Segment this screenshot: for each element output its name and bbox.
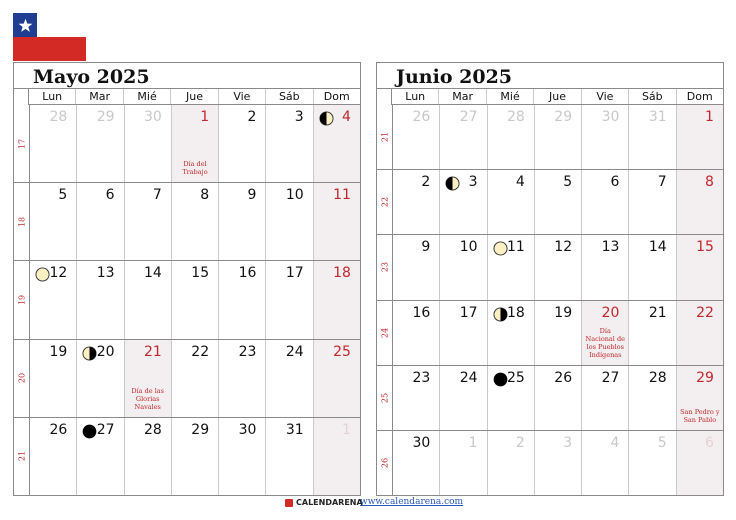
day-number: 11 [333, 187, 351, 204]
day-cell [171, 261, 218, 338]
day-number: 24 [285, 343, 304, 360]
week-number [377, 105, 393, 169]
day-number: 8 [705, 174, 714, 191]
day-number: 30 [412, 434, 431, 451]
day-cell [265, 418, 312, 495]
flag-canton [13, 13, 37, 37]
day-number: 4 [515, 174, 525, 191]
day-cell [487, 431, 534, 495]
brand-logo [285, 498, 363, 507]
day-number: 30 [238, 421, 257, 438]
week-number [377, 431, 393, 495]
day-cell [439, 105, 486, 169]
day-cell [393, 235, 439, 299]
day-number: 16 [238, 265, 257, 282]
month-title: Junio 2025 [377, 63, 723, 89]
new-moon-icon [493, 372, 508, 387]
day-cell [124, 340, 171, 417]
week-number-label: 23 [380, 262, 389, 273]
calendar-may [13, 62, 361, 496]
calendar-june [376, 62, 724, 496]
day-number: 18 [507, 304, 525, 321]
day-number: 22 [191, 343, 210, 360]
day-cell [171, 340, 218, 417]
day-number: 15 [191, 265, 210, 282]
day-cell [30, 418, 76, 495]
day-number: 29 [696, 369, 714, 386]
day-number: 27 [601, 369, 620, 386]
day-cell [439, 366, 486, 430]
day-number: 28 [49, 109, 68, 125]
week-number-label: 18 [17, 216, 26, 227]
week-number [377, 301, 393, 365]
day-number: 21 [144, 343, 162, 360]
day-number: 9 [247, 187, 257, 204]
day-number: 11 [507, 239, 525, 256]
day-cell [581, 235, 628, 299]
week-row [14, 339, 360, 417]
week-number [14, 183, 30, 260]
day-cell [487, 366, 534, 430]
day-cell [313, 183, 360, 260]
day-number: 6 [705, 434, 714, 451]
weekday-label: Lun [405, 90, 426, 103]
weekday-label: Vie [218, 89, 265, 104]
day-cell [171, 418, 218, 495]
brand-name: CALENDARENA [296, 498, 363, 507]
day-number: 5 [58, 187, 68, 204]
day-number: 19 [554, 304, 573, 321]
day-number: 2 [421, 174, 431, 191]
day-cell [76, 183, 123, 260]
week-number-label: 22 [380, 197, 389, 208]
day-cell [676, 366, 723, 430]
week-number [14, 340, 30, 417]
day-number: 7 [152, 187, 162, 204]
day-cell [581, 170, 628, 234]
day-number: 17 [285, 265, 304, 282]
day-number: 30 [144, 109, 162, 125]
day-number: 12 [49, 265, 68, 282]
day-cell [393, 366, 439, 430]
holiday-note: Día de las Glorias Navales [131, 386, 164, 411]
weekday-label: Sáb [265, 89, 312, 104]
weekday-label: Vie [581, 89, 628, 104]
day-cell [393, 170, 439, 234]
day-number: 3 [563, 434, 573, 451]
week-row [377, 105, 723, 169]
day-cell [76, 340, 123, 417]
week-number-label: 21 [17, 451, 26, 462]
weekday-label: Mié [123, 89, 170, 104]
day-number: 10 [459, 239, 478, 256]
day-number: 21 [648, 304, 667, 321]
week-number-label: 20 [17, 373, 26, 384]
day-number: 1 [200, 109, 210, 125]
week-number-label: 19 [17, 294, 26, 306]
flag-red-band [13, 37, 86, 61]
day-cell [487, 170, 534, 234]
day-number: 25 [333, 343, 351, 360]
day-number: 29 [191, 421, 210, 438]
day-number: 2 [515, 434, 525, 451]
weekday-header [29, 89, 360, 105]
day-number: 20 [601, 304, 620, 321]
day-cell [76, 105, 123, 182]
day-number: 29 [96, 109, 115, 125]
day-number: 27 [96, 421, 115, 438]
week-number [14, 418, 30, 495]
day-number: 31 [285, 421, 304, 438]
day-cell [676, 105, 723, 169]
weekday-header [392, 89, 723, 105]
day-cell [676, 301, 723, 365]
week-number [14, 105, 30, 182]
day-cell [534, 301, 581, 365]
week-row [14, 105, 360, 182]
week-row [377, 169, 723, 234]
day-cell [313, 340, 360, 417]
week-row [377, 300, 723, 365]
day-cell [487, 235, 534, 299]
week-number [14, 261, 30, 338]
day-number: 1 [705, 109, 714, 125]
last-quarter-moon-icon [445, 176, 460, 191]
weekday-label: Dom [676, 89, 723, 104]
day-number: 6 [105, 187, 115, 204]
day-cell [628, 105, 675, 169]
week-row [377, 234, 723, 299]
day-cell [313, 418, 360, 495]
day-number: 26 [412, 109, 431, 125]
first-quarter-moon-icon [493, 307, 508, 322]
week-number [377, 366, 393, 430]
first-quarter-moon-icon [82, 346, 97, 361]
last-quarter-moon-icon [319, 111, 334, 126]
day-cell [487, 301, 534, 365]
day-number: 25 [507, 369, 525, 386]
day-number: 13 [96, 265, 115, 282]
week-number-label: 25 [380, 392, 389, 403]
day-cell [676, 235, 723, 299]
holiday-note: Día Nacional de los Pueblos Indígenas [585, 326, 625, 359]
day-cell [628, 170, 675, 234]
day-number: 23 [412, 369, 431, 386]
day-number: 5 [657, 434, 667, 451]
day-cell [313, 105, 360, 182]
week-number-label: 21 [380, 131, 389, 143]
day-number: 22 [696, 304, 714, 321]
day-number: 20 [96, 343, 115, 360]
day-cell [439, 301, 486, 365]
day-cell [124, 183, 171, 260]
week-number-label: 17 [17, 138, 26, 149]
day-number: 14 [144, 265, 162, 282]
full-moon-icon [35, 267, 50, 282]
day-number: 19 [49, 343, 68, 360]
day-number: 18 [333, 265, 351, 282]
day-number: 12 [554, 239, 573, 256]
holiday-note: Día del Trabajo [182, 160, 208, 177]
day-cell [30, 340, 76, 417]
day-cell [124, 105, 171, 182]
day-number: 28 [648, 369, 667, 386]
day-cell [218, 105, 265, 182]
footer [0, 496, 736, 510]
day-cell [124, 261, 171, 338]
day-number: 13 [601, 239, 620, 256]
day-cell [218, 340, 265, 417]
day-cell [628, 301, 675, 365]
day-number: 17 [459, 304, 478, 321]
day-cell [265, 340, 312, 417]
flag-white-band [37, 13, 86, 37]
day-cell [439, 235, 486, 299]
week-row [14, 260, 360, 338]
day-number: 7 [657, 174, 667, 191]
weekday-label: Sáb [628, 89, 675, 104]
day-cell [534, 235, 581, 299]
holiday-note: San Pedro y San Pablo [680, 407, 720, 424]
new-moon-icon [82, 424, 97, 439]
day-cell [265, 105, 312, 182]
day-cell [171, 105, 218, 182]
day-number: 30 [601, 109, 620, 125]
week-number [377, 170, 393, 234]
day-cell [171, 183, 218, 260]
day-number: 28 [144, 421, 162, 438]
day-cell [534, 105, 581, 169]
day-cell [76, 418, 123, 495]
day-number: 2 [247, 109, 257, 125]
day-cell [124, 418, 171, 495]
day-number: 23 [238, 343, 257, 360]
month-title: Mayo 2025 [14, 63, 360, 89]
day-cell [218, 261, 265, 338]
day-cell [313, 261, 360, 338]
day-number: 4 [610, 434, 620, 451]
day-cell [393, 301, 439, 365]
day-number: 24 [459, 369, 478, 386]
day-number: 26 [49, 421, 68, 438]
day-cell [393, 105, 439, 169]
day-number: 1 [342, 421, 351, 438]
day-number: 27 [459, 109, 478, 125]
day-cell [439, 431, 486, 495]
month-grid [14, 105, 360, 495]
week-row [377, 365, 723, 430]
day-cell [676, 170, 723, 234]
day-cell [628, 235, 675, 299]
day-number: 29 [554, 109, 573, 125]
weekday-label: Jue [170, 89, 217, 104]
star-icon [18, 18, 33, 33]
weekday-label: Mar [75, 89, 122, 104]
day-number: 10 [285, 187, 304, 204]
day-cell [581, 366, 628, 430]
week-number-label: 26 [380, 457, 389, 469]
day-cell [581, 301, 628, 365]
day-cell [487, 105, 534, 169]
day-cell [76, 261, 123, 338]
day-number: 8 [200, 187, 210, 204]
day-cell [628, 431, 675, 495]
day-cell [218, 418, 265, 495]
day-number: 16 [412, 304, 431, 321]
weekday-label: Mar [438, 89, 485, 104]
day-cell [30, 183, 76, 260]
website-link[interactable]: www.calendarena.com [360, 497, 464, 507]
day-cell [676, 431, 723, 495]
weekday-label: Lun [42, 90, 63, 103]
weekday-label: Mié [486, 89, 533, 104]
week-row [377, 430, 723, 495]
week-row [14, 182, 360, 260]
full-moon-icon [493, 241, 508, 256]
day-cell [581, 105, 628, 169]
weekday-label: Jue [533, 89, 580, 104]
chile-flag [13, 13, 86, 61]
day-number: 3 [468, 174, 478, 191]
day-cell [218, 183, 265, 260]
day-number: 31 [648, 109, 667, 125]
week-row [14, 417, 360, 495]
day-number: 14 [648, 239, 667, 256]
week-number [377, 235, 393, 299]
day-cell [534, 170, 581, 234]
day-cell [265, 261, 312, 338]
month-grid [377, 105, 723, 495]
day-cell [30, 261, 76, 338]
day-number: 4 [342, 109, 351, 125]
weekday-label: Dom [313, 89, 360, 104]
day-number: 6 [610, 174, 620, 191]
day-cell [439, 170, 486, 234]
day-number: 1 [468, 434, 478, 451]
day-cell [534, 431, 581, 495]
day-cell [393, 431, 439, 495]
week-number-label: 24 [380, 327, 389, 338]
day-cell [265, 183, 312, 260]
day-number: 5 [563, 174, 573, 191]
day-number: 26 [554, 369, 573, 386]
day-cell [628, 366, 675, 430]
day-cell [30, 105, 76, 182]
day-cell [581, 431, 628, 495]
calendar-logo-icon [285, 499, 293, 507]
day-number: 28 [507, 109, 525, 125]
day-number: 9 [421, 239, 431, 256]
day-number: 3 [294, 109, 304, 125]
day-cell [534, 366, 581, 430]
day-number: 15 [696, 239, 714, 256]
